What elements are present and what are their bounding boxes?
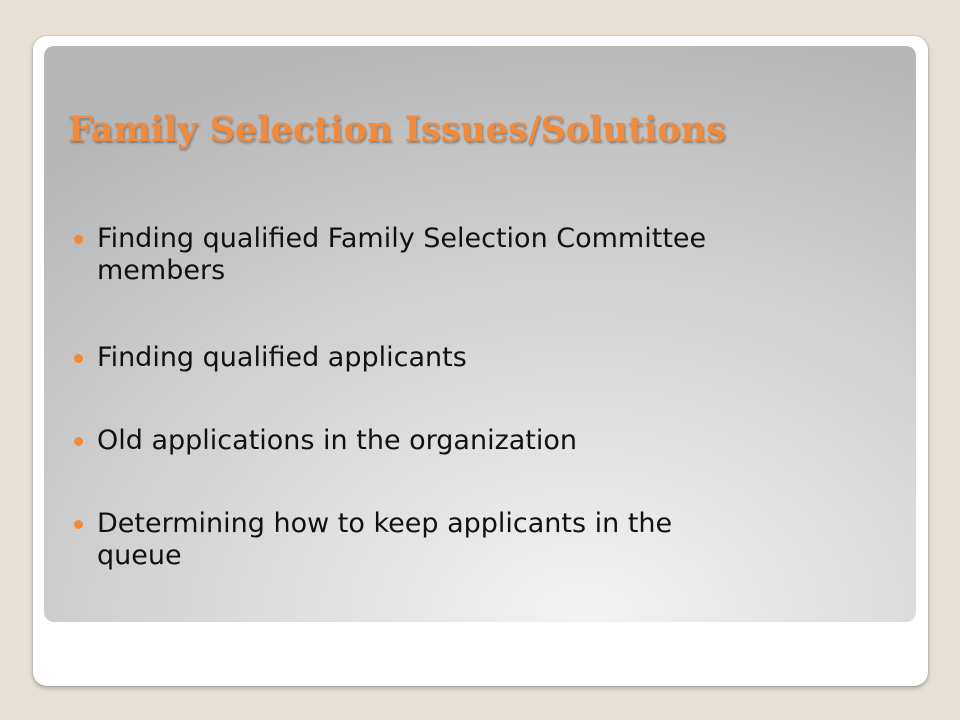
bullet-item xyxy=(97,425,897,457)
bullet-text-line: Determining how to keep applicants in the xyxy=(97,508,673,539)
bullet-dot-icon xyxy=(74,437,83,446)
bullet-dot-icon xyxy=(74,235,83,244)
bullet-text-line: Finding qualified Family Selection Committee xyxy=(97,223,707,254)
bullet-text-line: queue xyxy=(97,540,182,571)
bullet-dot-icon xyxy=(74,354,83,363)
bullet-text-line: Finding qualified applicants xyxy=(97,342,467,373)
slide-title: Family Selection Issues/Solutions xyxy=(68,109,726,150)
bullet-text-line: Old applications in the organization xyxy=(97,425,578,456)
bullet-item xyxy=(97,223,897,287)
bullet-item xyxy=(97,508,897,572)
bullet-dot-icon xyxy=(74,520,83,529)
bullet-text-line: members xyxy=(97,255,226,286)
bullet-item xyxy=(97,342,897,374)
